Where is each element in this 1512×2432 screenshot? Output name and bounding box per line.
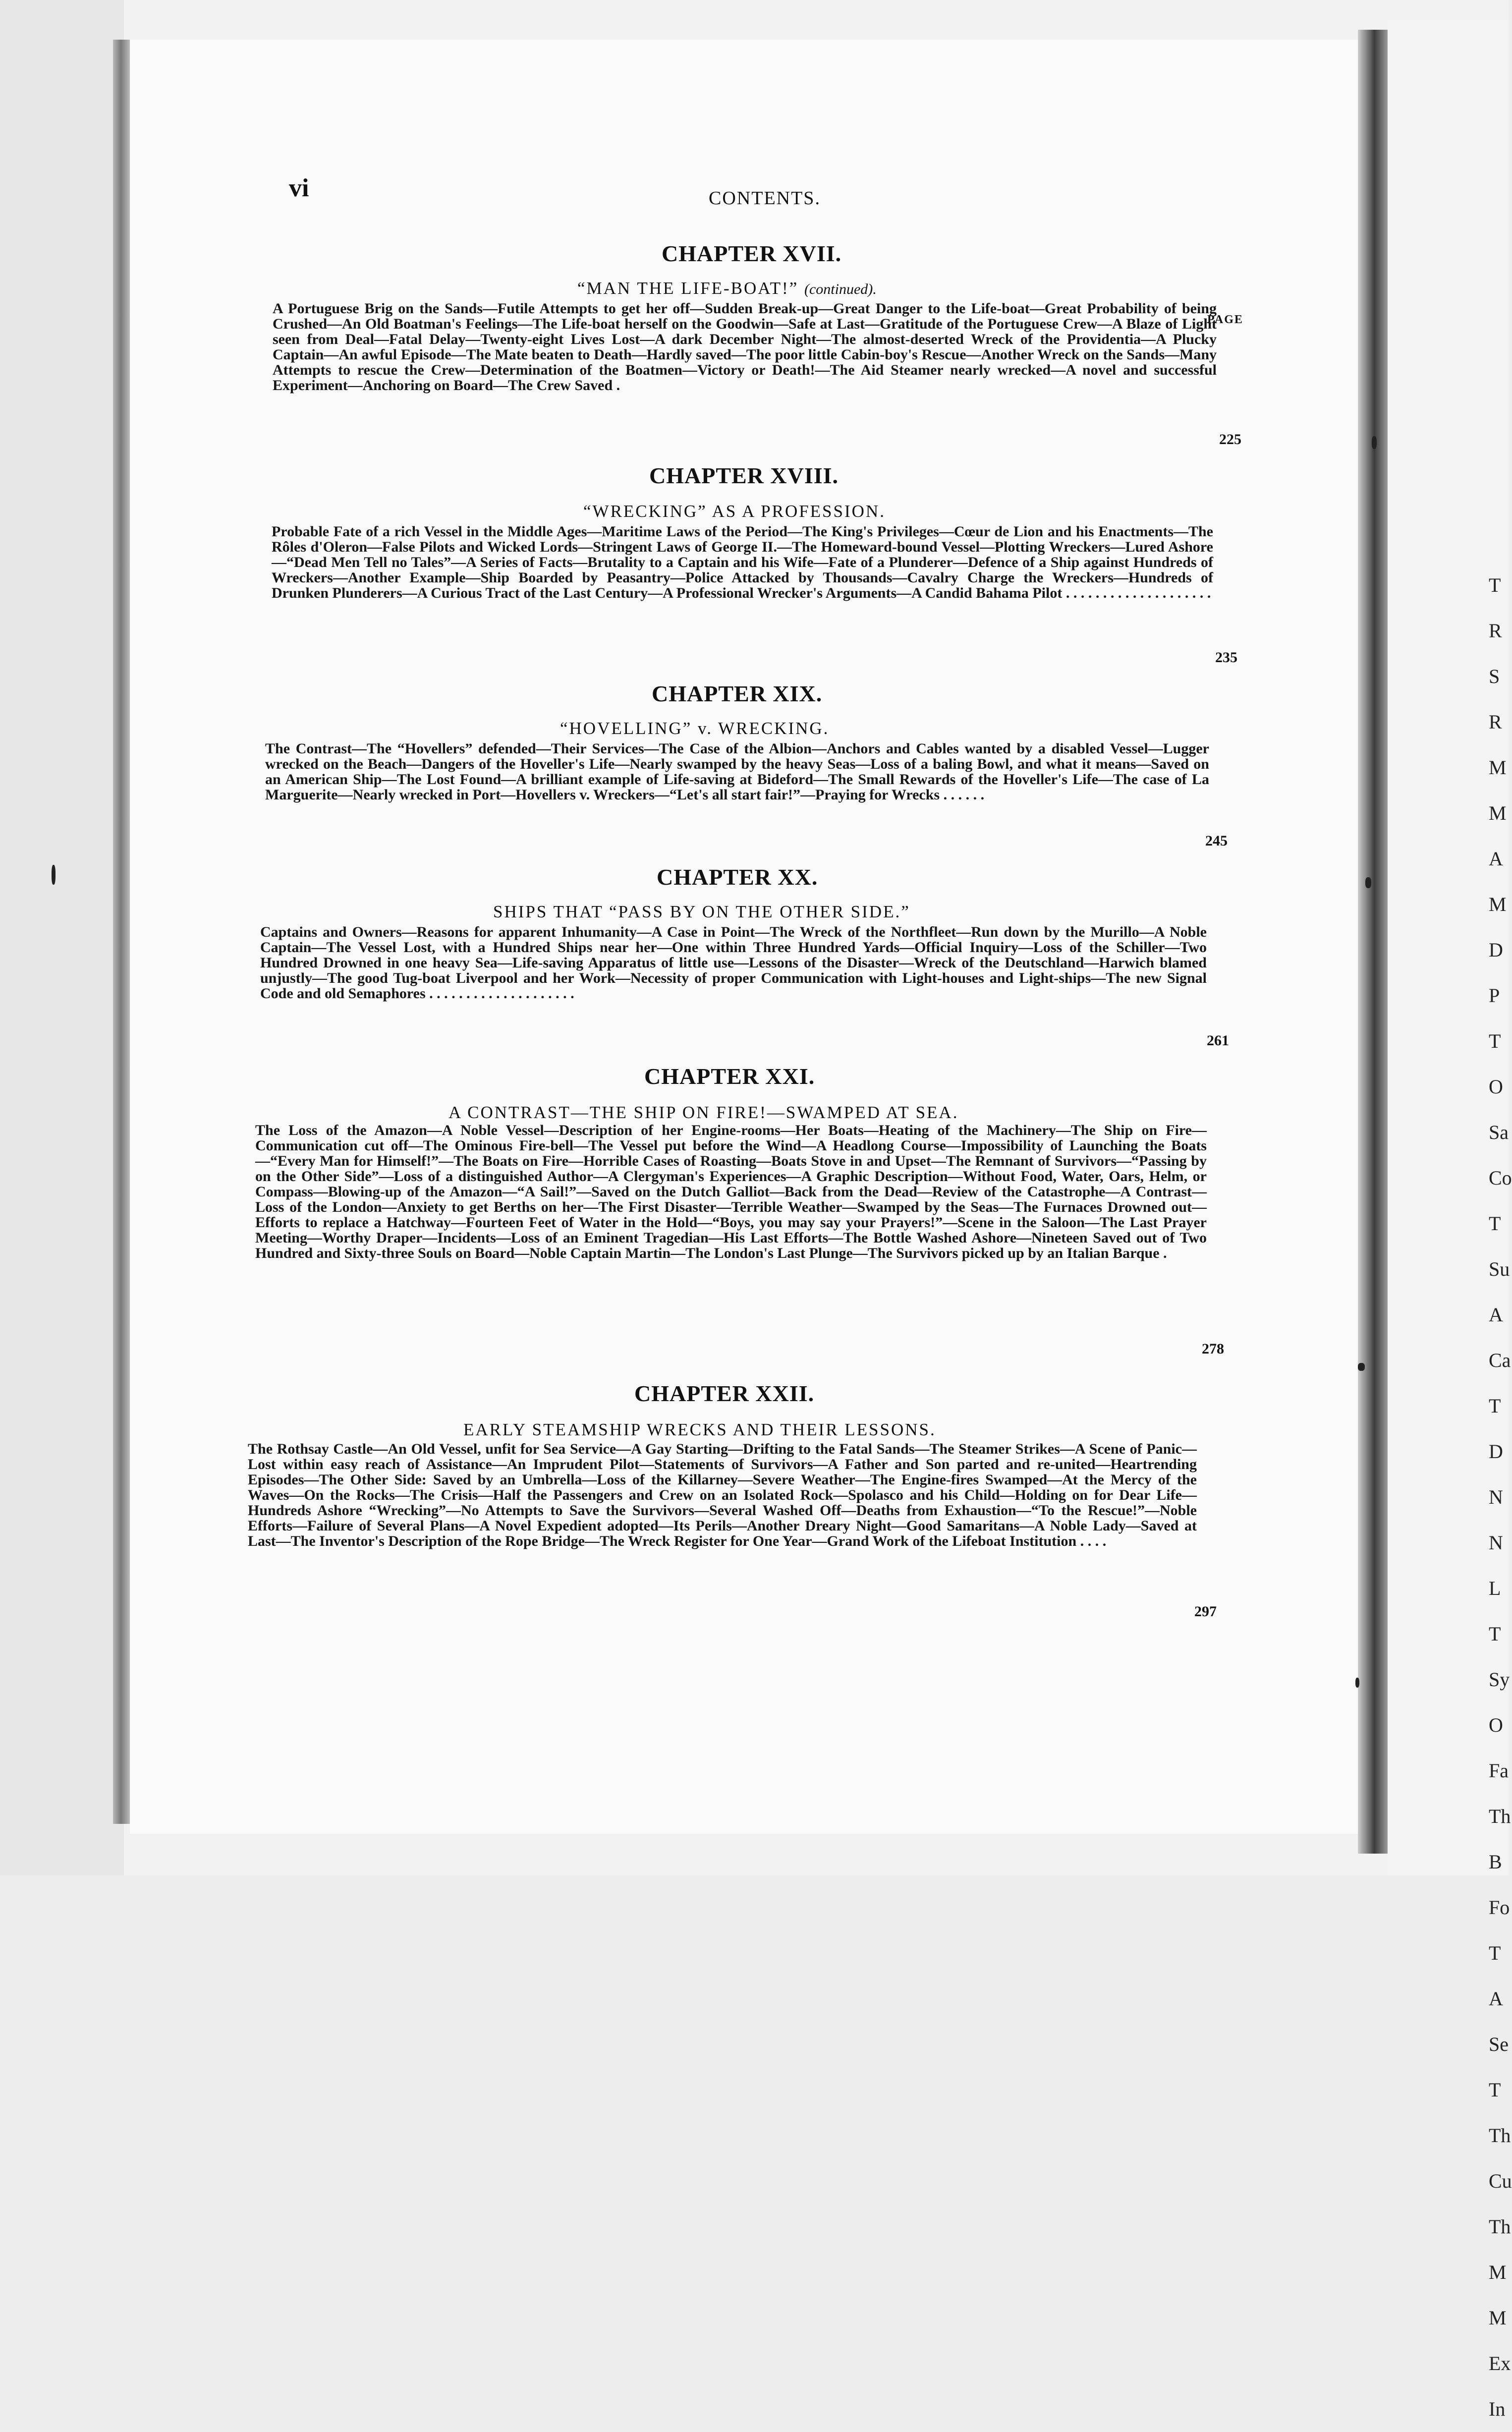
facing-page-text (1489, 563, 1512, 2432)
chapter-title-text: A CONTRAST—THE SHIP ON FIRE!—SWAMPED AT SEA. (448, 1103, 959, 1122)
facing-page-line: Se (1489, 2033, 1509, 2055)
chapter-summary: Captains and Owners—Reasons for apparent Inhumanity—A Case in Point—The Wreck of the Northfleet—Run down by the Murillo—A Noble Captain—The Vessel Lost, with a Hundred Ships near her—One within Three Hundred Yards—Official Inquiry—Loss of the Schiller—Two Hundred Drowned in one heavy Sea—Life-saving Apparatus of little use—Lessons of the Disaster—Wreck of the Deutschland—Harwich blamed unjustly—The good Tug-boat Liverpool and her Work—Necessity of proper Communication with Light-houses and Light-ships—The new Signal Code and old Semaphores . . . . . . . . . . . . . . . . . . . . (260, 924, 1207, 1002)
chapter-title-text: “WRECKING” AS A PROFESSION. (583, 502, 886, 521)
chapter-summary: The Loss of the Amazon—A Noble Vessel—Description of her Engine-rooms—Her Boats—Heating of the Machinery—The Ship on Fire—Communication cut off—The Ominous Fire-bell—The Vessel put before the Wind—A Headlong Course—Impossibility of Launching the Boats—“Every Man for Himself!”—The Boats on Fire—Horrible Cases of Roasting—Boats Stove in and Upset—The Remnant of Survivors—“Passing by on the Other Side”—Loss of a distinguished Author—A Clergyman's Experiences—A Graphic Description—Without Food, Water, Oars, Helm, or Compass—Blowing-up of the Amazon—“A Sail!”—Saved on the Dutch Galliot—Back from the Dead—Review of the Catastrophe—A Contrast—Loss of the London—Anxiety to get Berths on her—The First Disaster—Terrible Weather—Swamped by the Seas—The Furnaces Drowned out—Efforts to replace a Hatchway—Fourteen Feet of Water in the Hold—“Boys, you may say your Prayers!”—Scene in the Saloon—The Last Prayer Meeting—Worthy Draper—Incidents—Loss of an Eminent Tragedian—His Last Efforts—The Bottle Washed Ashore—Nineteen Saved out of Two Hundred and Sixty-three Souls on Board—Noble Captain Martin—The London's Last Plunge—The Survivors picked up by an Italian Barque . (255, 1122, 1207, 1261)
chapter-page-ref: 245 (1205, 833, 1228, 849)
scan-speck (1355, 1678, 1359, 1688)
facing-page-line: A (1489, 1987, 1503, 2010)
facing-page-line: A (1489, 1303, 1503, 1326)
facing-page-line: D (1489, 939, 1503, 961)
facing-page-line: A (1489, 848, 1503, 870)
facing-page-line: S (1489, 665, 1500, 687)
facing-page-line: M (1489, 802, 1507, 824)
chapter-heading: CHAPTER XVII. (662, 241, 842, 266)
scan-speck (1365, 877, 1371, 888)
facing-page-line: T (1489, 1212, 1501, 1235)
facing-page-line: T (1489, 1030, 1501, 1052)
facing-page-line: M (1489, 893, 1507, 915)
facing-page-line: T (1489, 2079, 1501, 2101)
facing-page-line: B (1489, 1851, 1502, 1873)
chapter-heading: CHAPTER XX. (657, 864, 818, 890)
chapter-title (448, 1103, 958, 1123)
facing-page-line: T (1489, 1942, 1501, 1964)
facing-page-line: Th (1489, 1805, 1511, 1827)
facing-page-line: M (1489, 756, 1507, 779)
chapter-summary: A Portuguese Brig on the Sands—Futile Attempts to get her off—Sudden Break-up—Great Danger to the Life-boat—Great Probability of being Crushed—An Old Boatman's Feelings—The Life-boat herself on the Goodwin—Safe at Last—Gratitude of the Portuguese Crew—A Blaze of Light seen from Deal—Fatal Delay—Twenty-eight Lives Lost—A dark December Night—The almost-deserted Wreck of the Providentia—A Plucky Captain—An awful Episode—The Mate beaten to Death—Hardly saved—The poor little Cabin-boy's Rescue—Another Wreck on the Sands—Many Attempts to rescue the Crew—Determination of the Boatmen—Victory or Death!—The Aid Steamer nearly wrecked—A novel and successful Experiment—Anchoring on Board—The Crew Saved . (273, 300, 1217, 394)
facing-page-line: Co (1489, 1167, 1512, 1189)
chapter-page-ref: 235 (1215, 649, 1237, 666)
facing-page-line: Fa (1489, 1759, 1509, 1782)
chapter-title-text: SHIPS THAT “PASS BY ON THE OTHER SIDE.” (493, 902, 910, 921)
chapter-title-text: “MAN THE LIFE-BOAT!” (577, 279, 799, 298)
chapter-page-ref: 225 (1219, 431, 1241, 448)
facing-page-line: M (1489, 2307, 1507, 2329)
facing-page-line: N (1489, 1486, 1503, 1508)
chapter-summary: The Contrast—The “Hovellers” defended—Their Services—The Case of the Albion—Anchors and Cables wanted by a disabled Vessel—Lugger wrecked on the Beach—Dangers of the Hoveller's Life—Nearly swamped by the heavy Seas—Loss of a baling Bowl, and what it means—Saved on an American Ship—The Lost Found—A brilliant example of Life-saving at Bideford—The Small Rewards of the Hoveller's Life—The case of La Marguerite—Nearly wrecked in Port—Hovellers v. Wreckers—“Let's all start fair!”—Praying for Wrecks . . . . . . (265, 740, 1209, 803)
facing-page-line: M (1489, 2261, 1507, 2283)
facing-page-line: T (1489, 1395, 1501, 1417)
chapter-title-text: “HOVELLING” v. WRECKING. (560, 719, 830, 738)
chapter-heading: CHAPTER XIX. (652, 681, 823, 706)
chapter-title-note: (continued). (804, 281, 877, 297)
facing-page-line: L (1489, 1577, 1501, 1599)
chapter-title (583, 502, 886, 521)
chapter-page-ref: 278 (1202, 1341, 1224, 1357)
chapter-heading: CHAPTER XVIII. (649, 463, 839, 488)
chapter-heading: CHAPTER XXII. (634, 1381, 815, 1406)
scan-speck (1372, 436, 1377, 449)
chapter-title (493, 902, 910, 922)
facing-page-line: Cu (1489, 2170, 1512, 2192)
chapter-page-ref: 261 (1207, 1032, 1229, 1049)
chapter-page-ref: 297 (1194, 1603, 1217, 1620)
facing-page-line: R (1489, 620, 1502, 642)
chapter-title (577, 279, 877, 298)
running-head: CONTENTS. (709, 188, 821, 209)
facing-page-line: Su (1489, 1258, 1510, 1280)
facing-page-line: R (1489, 711, 1502, 733)
chapter-heading: CHAPTER XXI. (644, 1064, 815, 1089)
chapter-summary: The Rothsay Castle—An Old Vessel, unfit for Sea Service—A Gay Starting—Drifting to the Fatal Sands—The Steamer Strikes—A Scene of Panic—Lost within easy reach of Assistance—An Imprudent Pilot—Statements of Survivors—A Father and Son parted and re-united—Heartrending Episodes—The Other Side: Saved by an Umbrella—Loss of the Killarney—Severe Weather—The Engine-fires Swamped—At the Mercy of the Waves—On the Rocks—The Crisis—Half the Passengers and Crew on an Isolated Rock—Spolasco and his Child—Holding on for Dear Life—Hundreds Ashore “Wrecking”—No Attempts to Save the Survivors—Several Washed Off—Deaths from Exhaustion—“To the Rescue!”—Noble Efforts—Failure of Several Plans—A Novel Expedient adopted—Its Perils—Another Dreary Night—Good Samaritans—A Noble Lady—Saved at Last—The Inventor's Description of the Rope Bridge—The Wreck Register for One Year—Grand Work of the Lifeboat Institution . . . . (248, 1441, 1197, 1549)
chapter-summary: Probable Fate of a rich Vessel in the Middle Ages—Maritime Laws of the Period—The King's Privileges—Cœur de Lion and his Enactments—The Rôles d'Oleron—False Pilots and Wicked Lords—Stringent Laws of George II.—The Homeward-bound Vessel—Plotting Wreckers—Lured Ashore—“Dead Men Tell no Tales”—A Series of Facts—Brutality to a Captain and his Wife—Fate of a Plunderer—Defence of a Ship against Hundreds of Wreckers—Another Example—Ship Boarded by Peasantry—Police Attacked by Thousands—Cavalry Charge the Wreckers—Hundreds of Drunken Plunderers—A Curious Tract of the Last Century—A Professional Wrecker's Arguments—A Candid Bahama Pilot . . . . . . . . . . . . . . . . . . . . (272, 523, 1213, 601)
scan-speck (52, 865, 56, 885)
page-number: vi (289, 174, 309, 202)
facing-page-line: O (1489, 1714, 1503, 1736)
facing-page-line: Sy (1489, 1668, 1510, 1691)
facing-page-line: D (1489, 1440, 1503, 1463)
facing-page-line: In (1489, 2398, 1506, 2420)
book-gutter (1358, 30, 1388, 1854)
facing-page-line: Sa (1489, 1121, 1509, 1143)
left-margin (0, 0, 124, 1875)
facing-page-line: Fo (1489, 1896, 1510, 1919)
facing-page-line: T (1489, 574, 1501, 596)
facing-page-line: Th (1489, 2124, 1511, 2147)
chapter-title-text: EARLY STEAMSHIP WRECKS AND THEIR LESSONS. (463, 1420, 936, 1439)
facing-page-line: O (1489, 1075, 1503, 1098)
facing-page-line: N (1489, 1531, 1503, 1554)
scan-speck (1358, 1363, 1365, 1371)
chapter-title (463, 1420, 936, 1440)
facing-page-line: T (1489, 1623, 1501, 1645)
facing-page-line: Th (1489, 2215, 1511, 2238)
facing-page-line: P (1489, 984, 1500, 1007)
facing-page-line: Ca (1489, 1349, 1511, 1371)
facing-page-line: Ex (1489, 2352, 1511, 2375)
chapter-title (560, 719, 829, 738)
page-column-label: PAGE (1207, 313, 1243, 326)
